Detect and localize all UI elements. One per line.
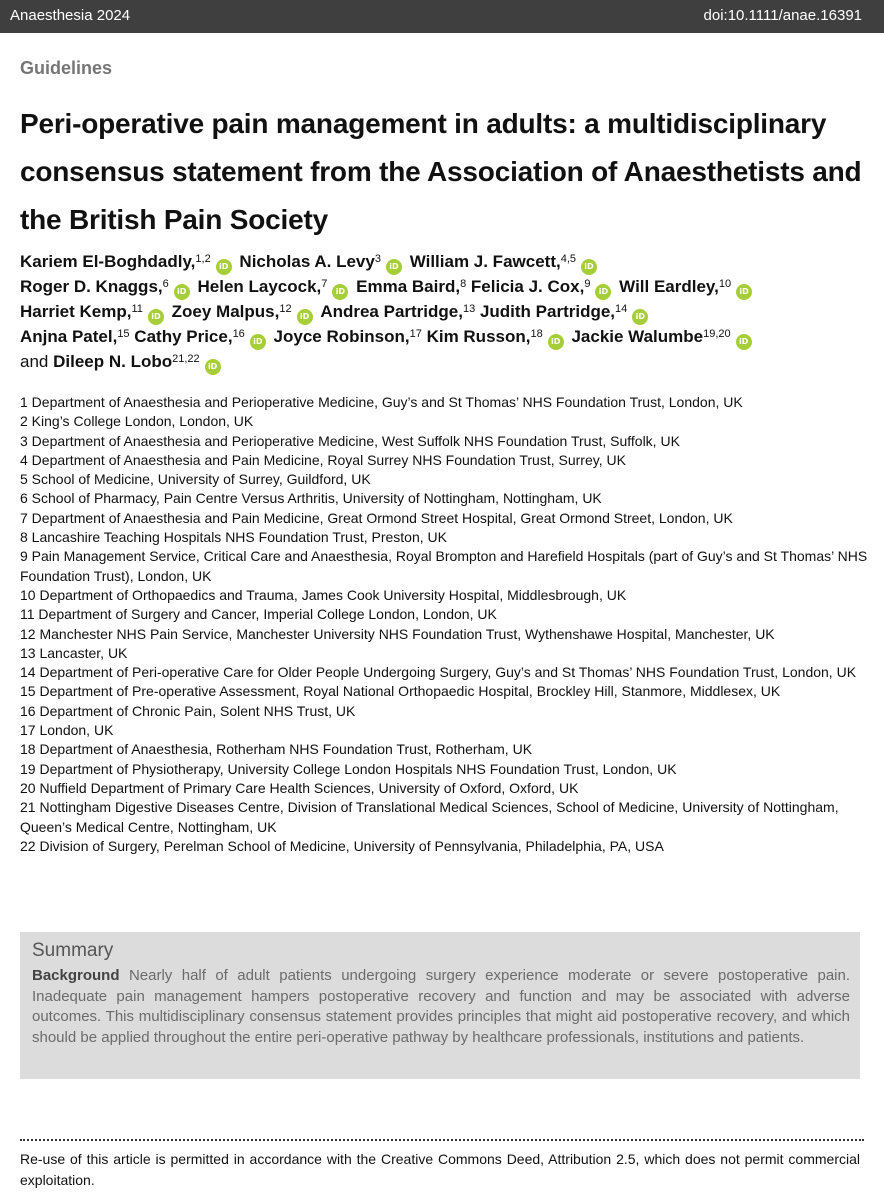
affiliation-item: 13 Lancaster, UK	[20, 644, 128, 661]
author-name: Kariem El-Boghdadly,$^{1,2}$	[20, 252, 211, 271]
author-list	[20, 250, 870, 375]
orcid-icon[interactable]: iD	[632, 309, 648, 325]
affiliation-item: 22 Division of Surgery, Perelman School of Medicine, University of Pennsylvania, Philadelphia, PA, USA	[20, 837, 664, 854]
orcid-icon[interactable]: iD	[174, 284, 190, 300]
orcid-icon[interactable]: iD	[205, 359, 221, 375]
journal-header-bar	[0, 0, 884, 33]
author-name: Roger D. Knaggs,$^6$	[20, 277, 169, 296]
author-name: Jackie Walumbe$^{19,20}$	[571, 327, 731, 346]
summary-box	[20, 932, 860, 1079]
orcid-icon[interactable]: iD	[250, 334, 266, 350]
affiliation-item: 2 King’s College London, London, UK	[20, 413, 254, 430]
affiliation-item: 20 Nuffield Department of Primary Care Health Sciences, University of Oxford, Oxford, UK	[20, 779, 579, 796]
author-name: Zoey Malpus,$^{12}$	[171, 302, 292, 321]
author-name: Dileep N. Lobo$^{21,22}$	[53, 352, 200, 371]
affiliation-item: 14 Department of Peri-operative Care for Older People Undergoing Surgery, Guy’s and St Thomas’ NHS Foundation Trust, London, UK	[20, 664, 857, 681]
affiliation-item: 15 Department of Pre-operative Assessment, Royal National Orthopaedic Hospital, Brockley Hill, Stanmore, Middlesex, UK	[20, 683, 781, 700]
orcid-icon[interactable]: iD	[386, 259, 402, 275]
affiliation-item: 1 Department of Anaesthesia and Perioperative Medicine, Guy’s and St Thomas’ NHS Foundation Trust, London, UK	[20, 394, 743, 410]
affiliation-item: 18 Department of Anaesthesia, Rotherham NHS Foundation Trust, Rotherham, UK	[20, 741, 533, 758]
affiliation-item: 8 Lancashire Teaching Hospitals NHS Foundation Trust, Preston, UK	[20, 529, 447, 546]
article-title: Peri-operative pain management in adults: a multidisciplinary consensus statement from the Association of Anaesthetists and the British Pain Society	[20, 108, 862, 235]
affiliation-list	[20, 393, 870, 856]
author-name: Cathy Price,$^{16}$	[134, 327, 245, 346]
affiliation-item: 19 Department of Physiotherapy, University College London Hospitals NHS Foundation Trust, London, UK	[20, 760, 677, 777]
dotted-divider	[20, 1139, 864, 1141]
author-name: Kim Russon,$^{18}$	[426, 327, 543, 346]
author-name: Emma Baird,$^8$	[356, 277, 467, 296]
affiliation-item: 16 Department of Chronic Pain, Solent NHS Trust, UK	[20, 702, 356, 719]
author-name: Nicholas A. Levy$^3$	[239, 252, 381, 271]
affiliation-item: 4 Department of Anaesthesia and Pain Medicine, Royal Surrey NHS Foundation Trust, Surrey, UK	[20, 451, 626, 468]
orcid-icon[interactable]: iD	[332, 284, 348, 300]
orcid-icon[interactable]: iD	[736, 284, 752, 300]
author-name: William J. Fawcett,$^{4,5}$	[409, 252, 576, 271]
summary-heading: Summary	[32, 940, 114, 961]
orcid-icon[interactable]: iD	[736, 334, 752, 350]
journal-name: Anaesthesia 2024	[10, 7, 131, 24]
affiliation-item: 17 London, UK	[20, 722, 114, 739]
affiliation-item: 9 Pain Management Service, Critical Care and Anaesthesia, Royal Brompton and Harefield Hospitals (part of Guy’s and St Thomas’ NHS Foundation Trust), London, UK	[20, 548, 868, 584]
author-name: Felicia J. Cox,$^9$	[470, 277, 591, 296]
affiliation-item: 11 Department of Surgery and Cancer, Imperial College London, London, UK	[20, 606, 497, 623]
orcid-icon[interactable]: iD	[595, 284, 611, 300]
license-notice: Re-use of this article is permitted in accordance with the Creative Commons Deed, Attribution 2.5, which does not permit commercial exploitation.	[20, 1151, 860, 1188]
author-name: Anjna Patel,$^{15}$	[20, 327, 130, 346]
doi-link[interactable]: doi:10.1111/anae.16391	[703, 7, 862, 24]
affiliation-item: 21 Nottingham Digestive Diseases Centre, Division of Translational Medical Sciences, School of Medicine, University of Nottingham, Queen’s Medical Centre, Nottingham, UK	[20, 799, 839, 835]
summary-background	[32, 966, 850, 1048]
author-name: Judith Partridge,$^{14}$	[479, 302, 628, 321]
orcid-icon[interactable]: iD	[148, 309, 164, 325]
affiliation-item: 10 Department of Orthopaedics and Trauma, James Cook University Hospital, Middlesbrough, UK	[20, 586, 627, 603]
author-name: Helen Laycock,$^7$	[197, 277, 328, 296]
author-name: Will Eardley,$^{10}$	[619, 277, 732, 296]
affiliation-item: 5 School of Medicine, University of Surrey, Guildford, UK	[20, 471, 371, 488]
orcid-icon[interactable]: iD	[216, 259, 232, 275]
author-name: Harriet Kemp,$^{11}$	[20, 302, 143, 321]
author-name: Joyce Robinson,$^{17}$	[273, 327, 422, 346]
author-conjunction: and	[20, 352, 49, 371]
orcid-icon[interactable]: iD	[581, 259, 597, 275]
background-label: Background	[32, 967, 120, 984]
section-label: Guidelines	[20, 58, 113, 78]
author-name: Andrea Partridge,$^{13}$	[320, 302, 476, 321]
affiliation-item: 12 Manchester NHS Pain Service, Manchester University NHS Foundation Trust, Wythenshawe Hospital, Manchester, UK	[20, 625, 775, 642]
orcid-icon[interactable]: iD	[548, 334, 564, 350]
background-text: Nearly half of adult patients undergoing surgery experience moderate or severe postoperative pain. Inadequate pain management hampers postoperative recovery and function and may be associated with adverse outcomes. This multidisciplinary consensus statement provides principles that might aid postoperative recovery, and which should be applied throughout the entire peri-operative pathway by healthcare professionals, institutions and patients.	[32, 967, 851, 1046]
affiliation-item: 6 School of Pharmacy, Pain Centre Versus Arthritis, University of Nottingham, Nottingham, UK	[20, 490, 602, 507]
orcid-icon[interactable]: iD	[297, 309, 313, 325]
affiliation-item: 7 Department of Anaesthesia and Pain Medicine, Great Ormond Street Hospital, Great Ormond Street, London, UK	[20, 509, 733, 526]
affiliation-item: 3 Department of Anaesthesia and Perioperative Medicine, West Suffolk NHS Foundation Trust, Suffolk, UK	[20, 432, 680, 449]
